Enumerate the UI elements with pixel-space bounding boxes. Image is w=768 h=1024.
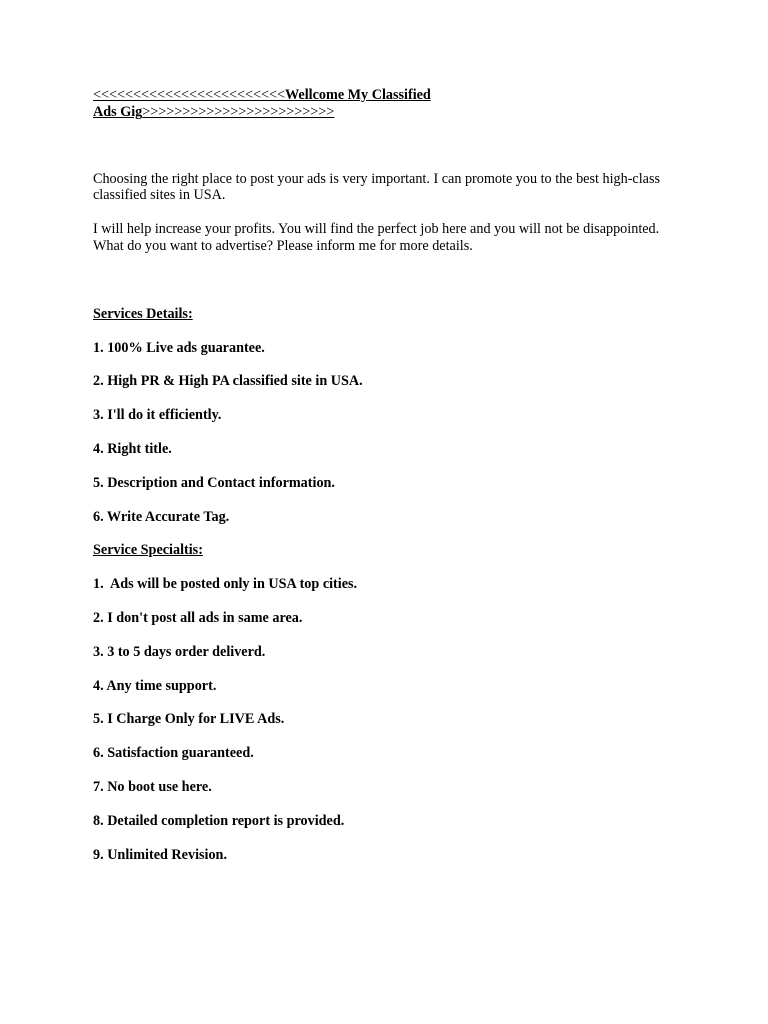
specialties-heading: Service Specialtis: [93, 542, 203, 559]
title-bold-line2: Ads Gig [93, 103, 143, 120]
list-item: 5. I Charge Only for LIVE Ads. [93, 711, 285, 728]
services-list [93, 340, 673, 526]
list-item: 2. High PR & High PA classified site in USA. [93, 373, 363, 390]
list-item: 1. Ads will be posted only in USA top cities. [93, 576, 358, 593]
intro-paragraph: Choosing the right place to post your ads is very important. I can promote you to the best high-class classified sites in USA. [93, 170, 661, 204]
list-item: 7. No boot use here. [93, 778, 212, 795]
document-title [93, 87, 465, 121]
list-item: 4. Any time support. [93, 677, 217, 694]
title-suffix: >>>>>>>>>>>>>>>>>>>>>>>> [142, 103, 335, 120]
title-bold-part: Wellcome My Classified [285, 87, 431, 103]
list-item: 9. Unlimited Revision. [93, 846, 227, 863]
list-item: 2. I don't post all ads in same area. [93, 609, 303, 626]
services-heading: Services Details: [93, 305, 193, 322]
list-item: 1. 100% Live ads guarantee. [93, 339, 265, 356]
title-prefix: <<<<<<<<<<<<<<<<<<<<<<<< [93, 87, 286, 103]
list-item: 6. Write Accurate Tag. [93, 508, 230, 525]
list-item: 6. Satisfaction guaranteed. [93, 745, 254, 762]
specialties-list [93, 576, 673, 863]
list-item: 3. 3 to 5 days order deliverd. [93, 643, 266, 660]
list-item: 5. Description and Contact information. [93, 474, 335, 491]
list-item: 3. I'll do it efficiently. [93, 407, 222, 424]
list-item: 4. Right title. [93, 440, 172, 457]
intro-paragraph: I will help increase your profits. You will find the perfect job here and you will not be disappointed. What do you want to advertise? Please inform me for more details. [93, 221, 660, 254]
list-item: 8. Detailed completion report is provided. [93, 812, 345, 829]
document-page [93, 87, 673, 863]
